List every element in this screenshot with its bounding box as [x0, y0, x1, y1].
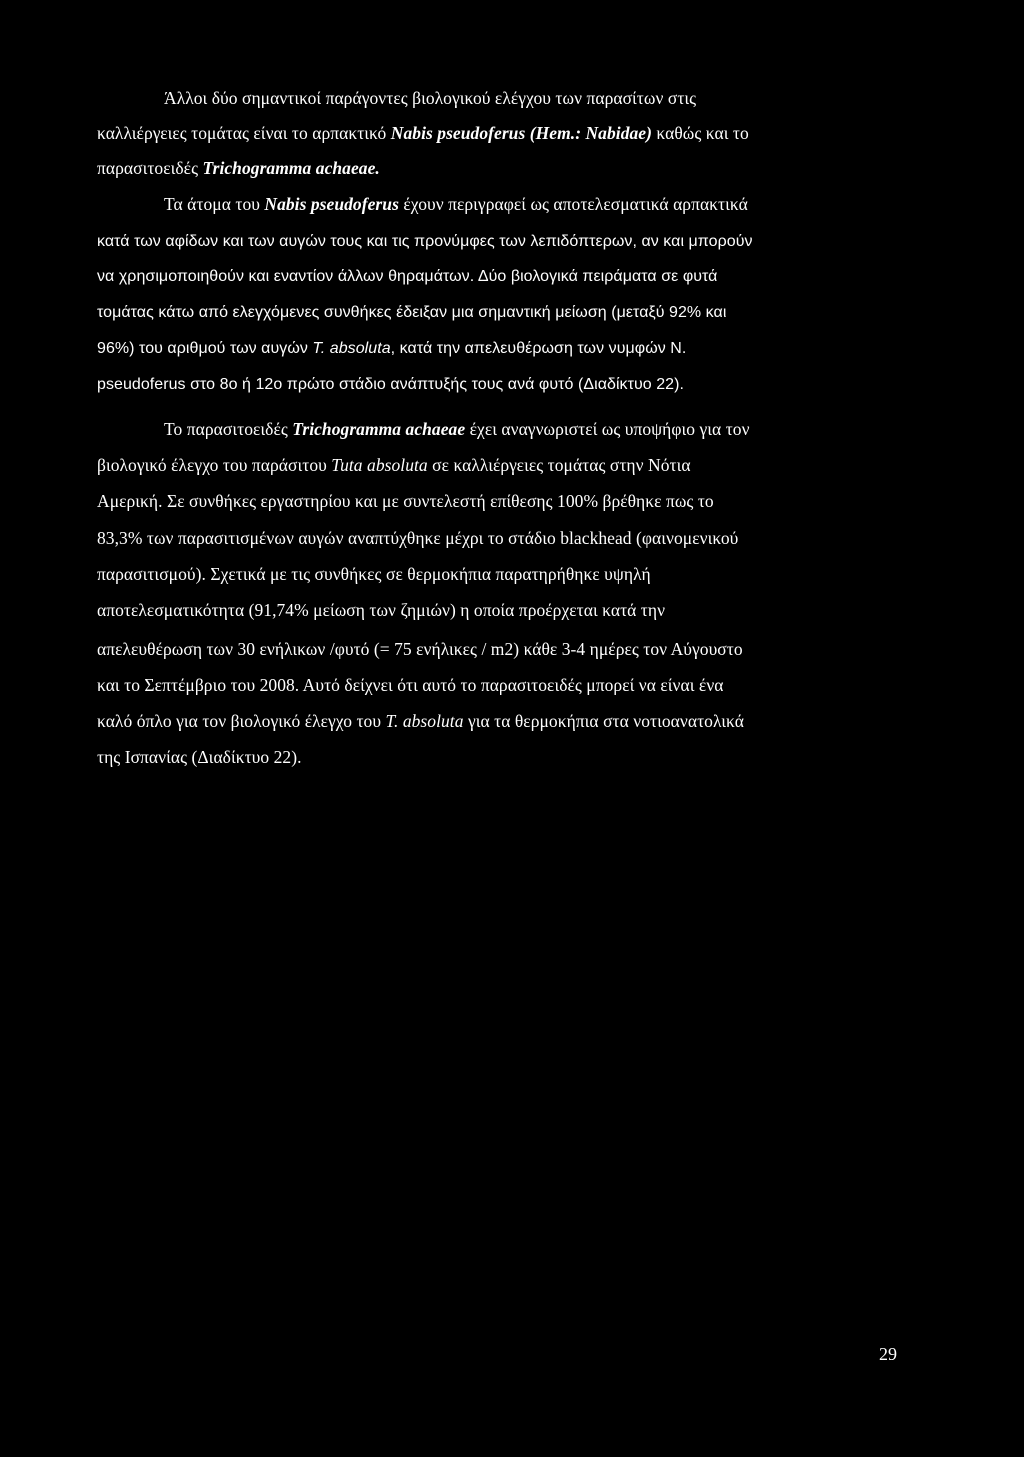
text-line [97, 527, 738, 549]
emphasized-text: T. absoluta [312, 340, 391, 357]
text-run: παρασιτοειδές [97, 158, 203, 178]
text-run: , κατά την απελευθέρωση των νυμφών N. [390, 340, 687, 357]
text-run: Τα άτομα του [164, 194, 265, 214]
text-line [164, 193, 748, 215]
text-run: να χρησιμοποιηθούν και εναντίον άλλων θηραμάτων. Δύο βιολογικά πειράματα σε φυτά [97, 268, 718, 285]
text-line [97, 563, 651, 585]
text-line [97, 338, 686, 360]
text-run: για τα θερμοκήπια στα νοτιοανατολικά [463, 711, 744, 731]
emphasized-text: Tuta absoluta [331, 455, 428, 475]
text-line [164, 87, 696, 109]
text-run: και το Σεπτέμβριο του 2008. Αυτό δείχνει ότι αυτό το παρασιτοειδές μπορεί να είναι ένα [97, 675, 724, 695]
text-line [97, 746, 302, 768]
text-line [97, 302, 726, 324]
text-run: κατά των αφίδων και των αυγών τους και τις προνύμφες των λεπιδόπτερων, αν και μπορούν [97, 233, 753, 250]
text-run: καθώς και το [652, 123, 749, 143]
text-run: Το παρασιτοειδές [164, 419, 293, 439]
text-line [97, 266, 717, 288]
text-line [97, 374, 684, 396]
text-line [97, 454, 691, 476]
text-line [97, 710, 744, 732]
emphasized-text: Nabis pseudoferus [264, 194, 399, 214]
text-run: pseudoferus στο 8ο ή 12ο πρώτο στάδιο ανάπτυξής τους ανά φυτό (Διαδίκτυο 22). [97, 376, 684, 393]
text-line [97, 490, 714, 512]
text-line [97, 599, 665, 621]
text-run: βιολογικό έλεγχο του παράσιτου [97, 455, 332, 475]
text-run: παρασιτισμού). Σχετικά με τις συνθήκες σε θερμοκήπια παρατηρήθηκε υψηλή [97, 564, 651, 584]
text-run: σε καλλιέργειες τομάτας στην Νότια [427, 455, 691, 475]
text-line [97, 638, 743, 660]
text-line [97, 231, 753, 253]
text-line [164, 418, 750, 440]
text-line [97, 122, 749, 144]
text-run: 83,3% των παρασιτισμένων αυγών αναπτύχθηκε μέχρι το στάδιο blackhead (φαινομενικού [97, 528, 739, 548]
text-run: απελευθέρωση των 30 ενήλικων /φυτό (= 75 ενήλικες / m2) κάθε 3-4 ημέρες τον Αύγουστο [97, 639, 743, 659]
text-run: Αμερική. Σε συνθήκες εργαστηρίου και με συντελεστή επίθεσης 100% βρέθηκε πως το [97, 491, 714, 511]
text-run: αποτελεσματικότητα (91,74% μείωση των ζημιών) η οποία προέρχεται κατά την [97, 600, 666, 620]
text-run: της Ισπανίας (Διαδίκτυο 22). [97, 747, 302, 767]
text-run: τομάτας κάτω από ελεγχόμενες συνθήκες έδειξαν μια σημαντική μείωση (μεταξύ 92% και [97, 304, 727, 321]
text-run: 96%) του αριθμού των αυγών [97, 340, 313, 357]
emphasized-text: Nabis pseudoferus (Hem.: Nabidae) [390, 123, 652, 143]
text-run: καλλιέργειες τομάτας είναι το αρπακτικό [97, 123, 391, 143]
text-line [97, 674, 724, 696]
emphasized-text: Trichogramma achaeae. [202, 158, 380, 178]
text-run: Άλλοι δύο σημαντικοί παράγοντες βιολογικού ελέγχου των παρασίτων στις [164, 88, 697, 108]
page-number: 29 [879, 1344, 897, 1364]
text-run: καλό όπλο για τον βιολογικό έλεγχο του [97, 711, 386, 731]
text-run: έχει αναγνωριστεί ως υποψήφιο για τον [465, 419, 750, 439]
emphasized-text: T. absoluta [385, 711, 464, 731]
text-line [97, 157, 380, 179]
emphasized-text: Trichogramma achaeae [292, 419, 466, 439]
text-run: έχουν περιγραφεί ως αποτελεσματικά αρπακτικά [398, 194, 748, 214]
